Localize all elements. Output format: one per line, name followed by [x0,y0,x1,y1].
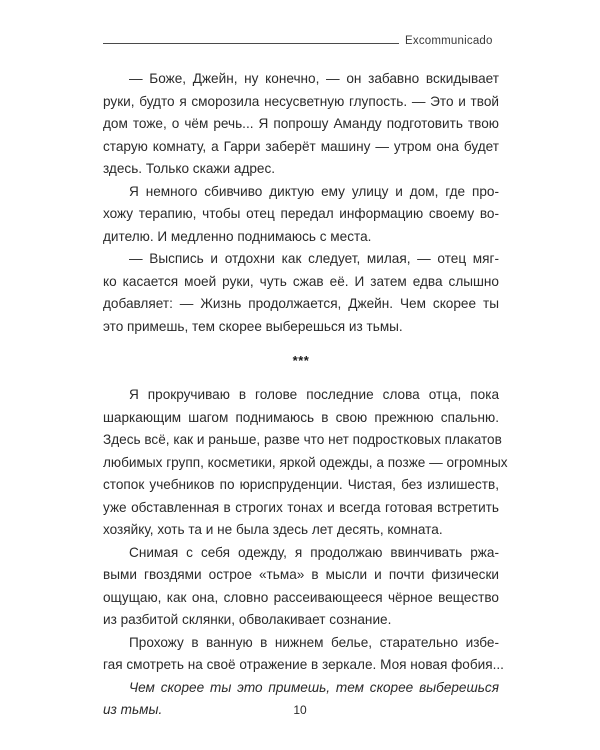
text-line: выми гвоздями острое «тьма» в мысли и почти физически [103,567,499,582]
text-line: старую комнату, а Гарри заберёт машину — утром она будет [103,138,499,154]
paragraph-2 [103,181,499,249]
text-line: ко касается моей руки, чуть сжав её. И затем едва слышно [103,273,499,289]
text-line: Чем скорее ты это примешь, тем скорее выберешься [129,679,499,695]
text-line: хозяйку, хоть та и не была здесь лет десять, комната. [103,522,443,537]
text-line: ощущаю, как она, словно рассеивающееся чёрное вещество [103,589,499,605]
text-line: Здесь всё, как и раньше, разве что нет подростковых плакатов [103,432,502,447]
spacer [103,372,499,384]
scene-separator: *** [292,353,310,368]
text-line: из разбитой склянки, обволакивает сознание. [103,612,392,627]
text-line: — Выспись и отдохни как следует, милая, — отец мяг- [129,251,499,266]
text-line: добавляет: — Жизнь продолжается, Джейн. Чем скорее ты [103,296,499,311]
paragraph-3 [103,248,499,338]
paragraph-5 [103,542,499,632]
text-line: Прохожу в ванную в нижнем белье, старательно избе- [129,634,499,650]
text-line: шаркающим шагом поднимаюсь в свою прежнюю спальню. [103,409,499,425]
text-line: руки, будто я сморозила несусветную глупость. — Это и твой [103,93,499,109]
text-line: дом тоже, о чём речь... Я попрошу Аманду подготовить твою [103,116,499,131]
page-number: 10 [293,703,307,717]
paragraph-4 [103,384,508,542]
text-line: это примешь, тем скорее выберешься из тьмы. [103,318,403,334]
text-line: уже обставленная в строгих тонах и всегда готовая встретить [103,499,499,515]
header-rule [103,43,399,44]
spacer [103,338,499,350]
text-line: Снимая с себя одежду, я продолжаю ввинчивать ржа- [129,544,499,560]
page-body [103,68,508,722]
paragraph-6 [103,632,504,677]
text-line: из тьмы. [103,702,163,717]
text-line: гая смотреть на своё отражение в зеркале. Моя новая фобия... [103,657,504,672]
paragraph-1 [103,68,499,181]
text-line: хожу терапию, чтобы отец передал информацию своему во- [103,206,499,221]
text-line: Я немного сбивчиво диктую ему улицу и дом, где про- [129,183,499,199]
text-line: стопок учебников по юриспруденции. Чистая, без излишеств, [103,477,499,492]
text-line: Я прокручиваю в голове последние слова отца, пока [129,387,499,402]
text-line: любимых групп, косметики, яркой одежды, а позже — огромных [103,454,508,470]
text-line: дителю. И медленно поднимаюсь с места. [103,228,372,244]
text-line: — Боже, Джейн, ну конечно, — он забавно вскидывает [129,71,499,86]
text-line: здесь. Только скажи адрес. [103,161,276,176]
running-title: Excommunicado [405,35,493,47]
